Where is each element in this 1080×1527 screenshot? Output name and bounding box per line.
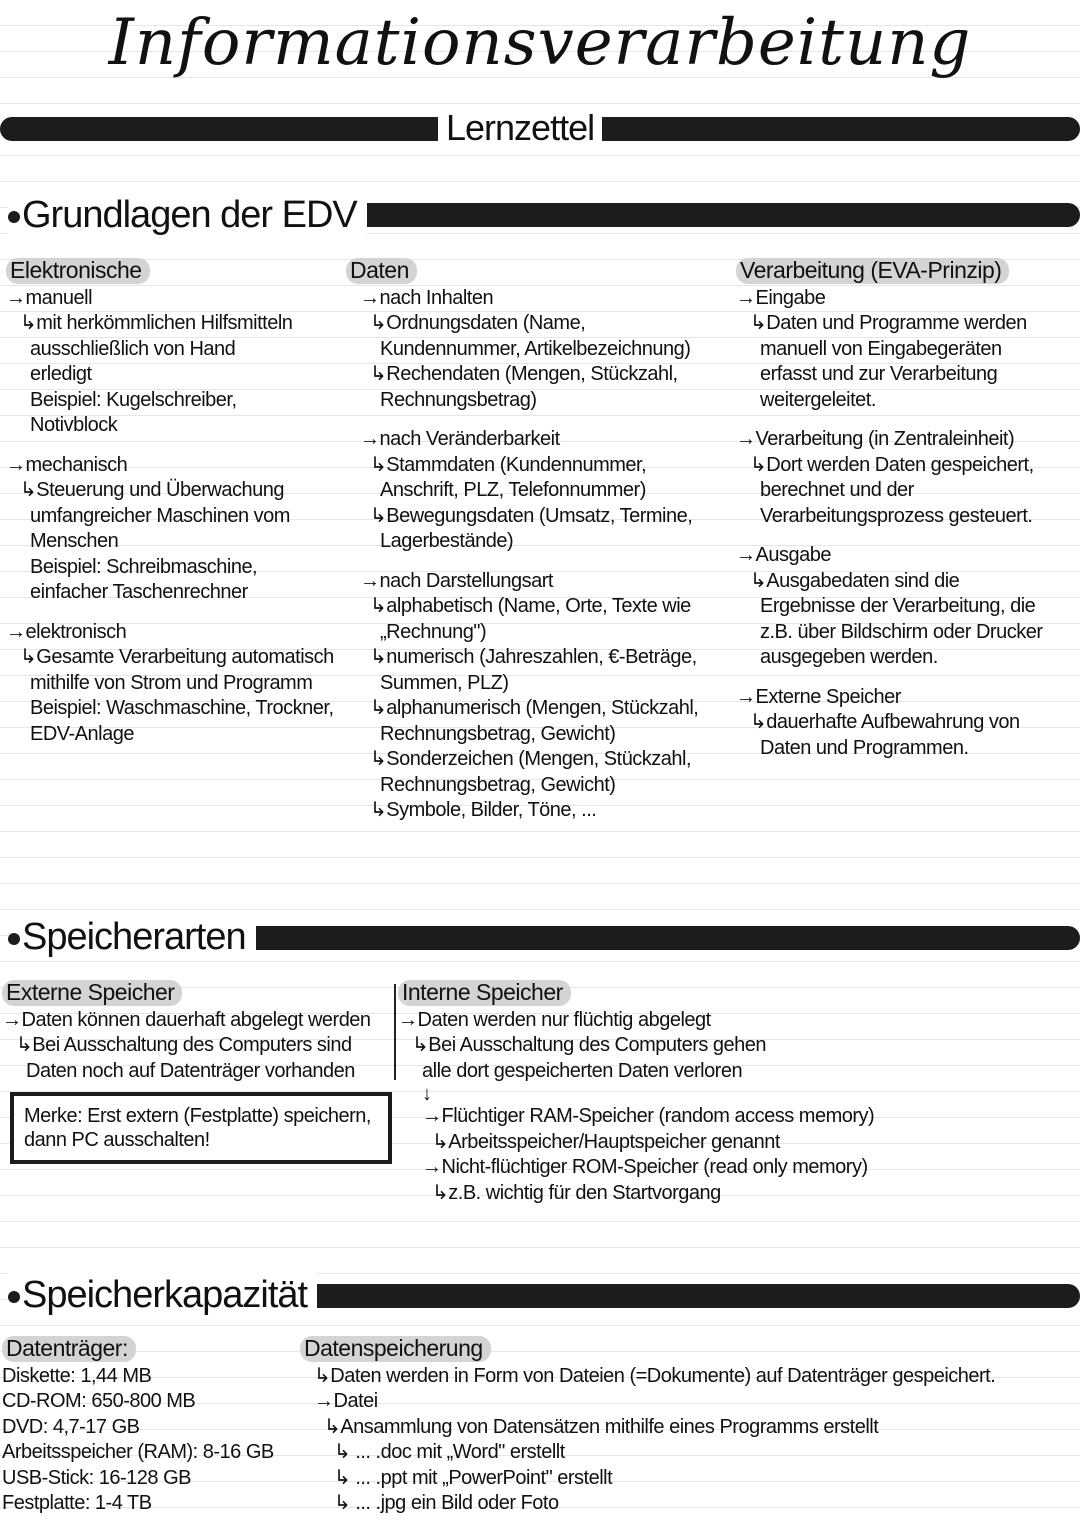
list-item: ↳dauerhafte Aufbewahrung von (750, 711, 1020, 733)
list-item: →nach Veränderbarkeit (360, 428, 560, 450)
list-item: DVD: 4,7-17 GB (2, 1415, 140, 1438)
list-item: ↳Ordnungsdaten (Name, (370, 312, 586, 334)
list-item: z.B. über Bildschirm oder Drucker (760, 620, 1043, 643)
list-item: EDV-Anlage (30, 722, 134, 745)
list-item: manuell von Eingabegeräten (760, 337, 1002, 360)
list-item: mithilfe von Strom und Programm (30, 671, 313, 694)
list-item: Rechnungsbetrag, Gewicht) (380, 773, 616, 796)
list-item: ↳alphanumerisch (Mengen, Stückzahl, (370, 697, 699, 719)
list-item: Lagerbestände) (380, 530, 514, 552)
list-item: ↳z.B. wichtig für den Startvorgang (432, 1181, 721, 1204)
list-item: ↳Gesamte Verarbeitung automatisch (20, 646, 334, 668)
section-bar-kapazitaet (225, 1284, 1080, 1308)
bullet-dot (8, 1291, 20, 1303)
list-item: →nach Inhalten (360, 286, 494, 309)
list-item: →Eingabe (736, 286, 826, 309)
list-item: ↳Bei Ausschaltung des Computers sind (16, 1034, 352, 1056)
column-heading: Daten (346, 258, 417, 284)
divider-line (394, 984, 396, 1080)
section-heading-kapazitaet: Speicherkapazität (8, 1272, 317, 1318)
list-item: USB-Stick: 16-128 GB (2, 1466, 191, 1489)
list-item: ↳ ... .doc mit „Word" erstellt (334, 1441, 565, 1463)
list-item: Menschen (30, 530, 119, 552)
page-title: Informationsverarbeitung (108, 6, 972, 80)
list-item: →elektronisch (6, 620, 127, 643)
list-item: Arbeitsspeicher (RAM): 8-16 GB (2, 1441, 274, 1463)
list-item: ↳Ansammlung von Datensätzen mithilfe eines Programms erstellt (324, 1415, 879, 1438)
column-elektronische (6, 258, 336, 747)
list-item: Kundennummer, Artikelbezeichnung) (380, 337, 691, 360)
list-item: ↳mit herkömmlichen Hilfsmitteln (20, 312, 293, 334)
list-item: →Nicht-flüchtiger ROM-Speicher (read only memory) (422, 1156, 868, 1178)
list-item: ↳Daten werden in Form von Dateien (=Dokumente) auf Datenträger gespeichert. (314, 1364, 996, 1387)
list-item: alle dort gespeicherten Daten verloren (422, 1059, 743, 1082)
list-item: Beispiel: Waschmaschine, Trockner, (30, 697, 334, 719)
list-item: erfasst und zur Verarbeitung (760, 363, 998, 385)
block-datentraeger (2, 1336, 292, 1517)
list-item: ↳Bewegungsdaten (Umsatz, Termine, (370, 504, 693, 527)
list-item: Diskette: 1,44 MB (2, 1364, 152, 1387)
list-item: ausschließlich von Hand (30, 337, 236, 360)
column-verarbeitung (736, 258, 1078, 761)
list-item: →Flüchtiger RAM-Speicher (random access memory) (422, 1105, 875, 1127)
block-datenspeicherung (300, 1336, 1078, 1517)
list-item: umfangreicher Maschinen vom (30, 504, 290, 527)
list-item: Beispiel: Kugelschreiber, (30, 388, 237, 411)
list-item: Rechnungsbetrag) (380, 388, 537, 411)
column-daten (346, 258, 726, 824)
list-item: ↳Dort werden Daten gespeichert, (750, 453, 1034, 476)
list-item: einfacher Taschenrechner (30, 581, 248, 603)
block-externe-speicher (2, 980, 392, 1084)
list-item: →Externe Speicher (736, 685, 901, 708)
page-subtitle: Lernzettel (438, 108, 602, 148)
down-arrow-icon: ↓ (422, 1083, 432, 1105)
column-heading: Verarbeitung (EVA-Prinzip) (736, 258, 1009, 284)
list-item: CD-ROM: 650-800 MB (2, 1390, 196, 1412)
list-item: →mechanisch (6, 453, 128, 476)
bullet-dot (8, 933, 20, 945)
list-item: →Datei (314, 1390, 378, 1412)
list-item: weitergeleitet. (760, 388, 876, 411)
list-item: Beispiel: Schreibmaschine, (30, 555, 258, 578)
list-item: ↳Ausgabedaten sind die (750, 569, 960, 592)
list-item: Verarbeitungsprozess gesteuert. (760, 504, 1033, 527)
block-heading: Externe Speicher (2, 980, 182, 1006)
list-item: ↳Symbole, Bilder, Töne, ... (370, 799, 597, 821)
list-item: Ergebnisse der Verarbeitung, die (760, 595, 1036, 617)
list-item: →Daten können dauerhaft abgelegt werden (2, 1008, 371, 1031)
list-item: ↳Sonderzeichen (Mengen, Stückzahl, (370, 748, 692, 770)
merke-box (10, 1092, 392, 1164)
list-item: →manuell (6, 286, 93, 309)
block-heading: Datenspeicherung (300, 1336, 491, 1362)
list-item: Festplatte: 1-4 TB (2, 1492, 152, 1514)
list-item: Notivblock (30, 414, 118, 436)
block-heading: Interne Speicher (398, 980, 571, 1006)
list-item: berechnet und der (760, 479, 914, 501)
list-item: Daten und Programmen. (760, 736, 969, 759)
block-interne-speicher (398, 980, 918, 1206)
list-item: Anschrift, PLZ, Telefonnummer) (380, 479, 646, 501)
list-item: ↳Steuerung und Überwachung (20, 479, 284, 501)
merke-line: Merke: Erst extern (Festplatte) speichern, (24, 1105, 371, 1127)
list-item: ↳Daten und Programme werden (750, 312, 1027, 334)
list-item: ↳Arbeitsspeicher/Hauptspeicher genannt (432, 1130, 780, 1153)
section-heading-grundlagen: Grundlagen der EDV (8, 192, 367, 238)
list-item: →Daten werden nur flüchtig abgelegt (398, 1008, 711, 1031)
list-item: →Ausgabe (736, 544, 831, 566)
list-item: Rechnungsbetrag, Gewicht) (380, 722, 616, 745)
section-bar-grundlagen (300, 203, 1080, 227)
list-item: ↳Stammdaten (Kundennummer, (370, 453, 647, 476)
list-item: „Rechnung") (380, 620, 487, 643)
list-item: Daten noch auf Datenträger vorhanden (26, 1059, 355, 1082)
column-heading: Elektronische (6, 258, 150, 284)
list-item: ↳ ... .ppt mit „PowerPoint" erstellt (334, 1466, 613, 1489)
list-item: ausgegeben werden. (760, 646, 938, 668)
bullet-dot (8, 211, 20, 223)
list-item: erledigt (30, 363, 92, 385)
merke-line: dann PC ausschalten! (24, 1129, 210, 1151)
section-heading-speicherarten: Speicherarten (8, 914, 256, 960)
section-bar-speicherarten (195, 926, 1080, 950)
list-item: ↳ ... .jpg ein Bild oder Foto (334, 1492, 559, 1514)
list-item: ↳alphabetisch (Name, Orte, Texte wie (370, 595, 691, 617)
list-item: →Verarbeitung (in Zentraleinheit) (736, 428, 1015, 450)
list-item: ↳Bei Ausschaltung des Computers gehen (412, 1034, 767, 1056)
list-item: ↳numerisch (Jahreszahlen, €-Beträge, (370, 646, 697, 668)
list-item: ↳Rechendaten (Mengen, Stückzahl, (370, 363, 678, 385)
list-item: Summen, PLZ) (380, 671, 509, 694)
list-item: →nach Darstellungsart (360, 569, 553, 592)
block-heading: Datenträger: (2, 1336, 136, 1362)
